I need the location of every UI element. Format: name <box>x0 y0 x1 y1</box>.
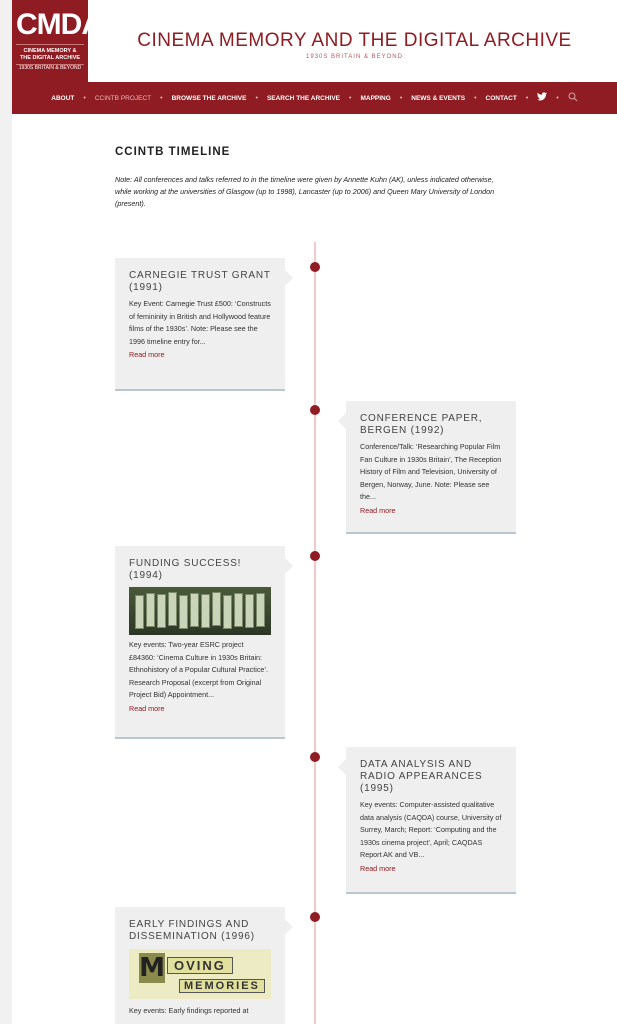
moving-memories-memories: MEMORIES <box>179 979 265 993</box>
logo-line-2: THE DIGITAL ARCHIVE <box>19 54 81 61</box>
nav-search-archive[interactable]: SEARCH THE ARCHIVE <box>266 94 341 102</box>
moving-memories-letter: M <box>139 953 165 983</box>
read-more-link[interactable]: Read more <box>129 703 165 713</box>
moving-memories-image[interactable] <box>129 949 271 999</box>
timeline-card <box>115 907 285 1024</box>
timeline-card-text: Key events: Computer-assisted qualitative data analysis (CAQDA) course, University of Surrey, March; Report: ‘Computing and the 1930s cinema project’, April; CAQDAS Report AK and VB... <box>360 800 502 859</box>
nav-contact[interactable]: CONTACT <box>485 94 517 102</box>
timeline-dot <box>310 262 320 272</box>
page <box>12 0 617 1024</box>
main-nav <box>12 82 617 114</box>
site-title[interactable]: CINEMA MEMORY AND THE DIGITAL ARCHIVE <box>137 30 572 51</box>
timeline-card-title[interactable]: EARLY FINDINGS AND DISSEMINATION (1996) <box>129 919 255 942</box>
timeline-note: Note: All conferences and talks referred to in the timeline were given by Annette Kuhn (AK), unless indicated otherwise, while working at the universities of Glasgow (up to 1998), Lancaster (up to 2006) and Queen Mary University of London (present). <box>115 175 495 208</box>
timeline-card-text: Key events: Early findings reported at <box>129 1006 249 1015</box>
archive-boxes-image[interactable] <box>129 587 271 635</box>
nav-browse-archive[interactable]: BROWSE THE ARCHIVE <box>171 94 247 102</box>
timeline-card-title[interactable]: CONFERENCE PAPER, BERGEN (1992) <box>360 413 483 436</box>
page-title: CCINTB TIMELINE <box>115 146 231 158</box>
timeline-dot <box>310 752 320 762</box>
timeline-card <box>115 546 285 739</box>
nav-separator: • <box>160 94 163 102</box>
read-more-link[interactable]: Read more <box>129 350 165 359</box>
nav-separator: • <box>83 94 86 102</box>
nav-separator: • <box>349 94 352 102</box>
nav-separator: • <box>556 94 559 102</box>
nav-separator: • <box>255 94 258 102</box>
read-more-link[interactable]: Read more <box>360 863 396 873</box>
logo-wordmark: CMDA <box>16 0 84 45</box>
nav-separator: • <box>474 94 477 102</box>
timeline-card-text: Conference/Talk: ‘Researching Popular Film Fan Culture in 1930s Britain’, The Reception History of Film and Television, University of Bergen, Norway, June. Note: Please see the... <box>360 442 502 501</box>
timeline-card-title[interactable]: CARNEGIE TRUST GRANT (1991) <box>129 270 271 293</box>
timeline-card-text: Key events: Two-year ESRC project £84360: ‘Cinema Culture in 1930s Britain: Ethnohistory of a Popular Cultural Practice’. Research Proposal (excerpt from Original Project Bid) Appointment... <box>129 640 269 699</box>
nav-separator: • <box>399 94 403 102</box>
twitter-icon[interactable] <box>533 92 551 104</box>
timeline-card-title[interactable]: FUNDING SUCCESS! (1994) <box>129 558 242 581</box>
timeline-line <box>314 242 316 1024</box>
logo-subtitle: 1930S BRITAIN & BEYOND <box>16 64 84 72</box>
site-logo[interactable] <box>12 0 102 82</box>
moving-memories-oving: OVING <box>167 957 233 974</box>
logo-line-1: CINEMA MEMORY & <box>23 48 77 54</box>
nav-separator: • <box>525 94 529 102</box>
nav-mapping[interactable]: MAPPING <box>360 94 391 102</box>
read-more-link[interactable]: Read more <box>360 505 396 515</box>
search-icon[interactable] <box>564 92 582 105</box>
timeline-card-text: Key Event: Carnegie Trust £500: ‘Constructs of femininity in British and Hollywood feature films of the 1930s’. Note: Please see the 1996 timeline entry for... <box>129 299 271 346</box>
nav-about[interactable]: ABOUT <box>51 94 75 102</box>
timeline-dot <box>310 912 320 922</box>
timeline-card <box>346 401 516 534</box>
timeline-card <box>346 747 516 894</box>
timeline-card <box>115 258 285 391</box>
site-tagline: 1930S BRITAIN & BEYOND <box>306 54 403 60</box>
nav-news-events[interactable]: NEWS & EVENTS <box>411 94 466 102</box>
timeline-card-title[interactable]: DATA ANALYSIS AND RADIO APPEARANCES (1995) <box>360 759 483 794</box>
nav-ccintb-project[interactable]: CCINTB PROJECT <box>94 94 152 102</box>
timeline-dot <box>310 551 320 561</box>
timeline-dot <box>310 405 320 415</box>
